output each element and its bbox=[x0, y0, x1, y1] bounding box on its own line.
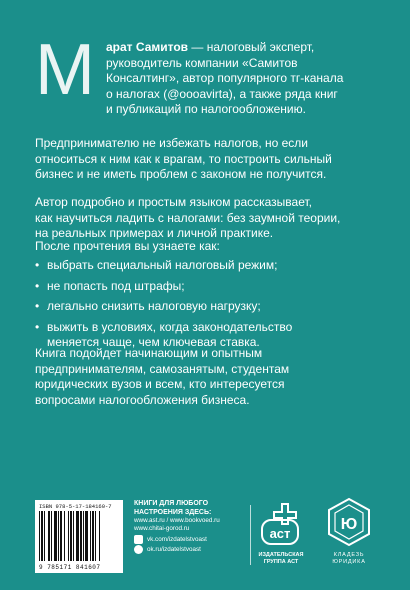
paragraph-line: относиться к ним как к врагам, то построить сильный bbox=[35, 151, 332, 166]
barcode-bar bbox=[54, 511, 57, 561]
ast-caption bbox=[253, 552, 309, 565]
promo-site[interactable]: www.chitai-gorod.ru bbox=[134, 525, 190, 532]
barcode-bar bbox=[92, 511, 94, 561]
ast-caption-line: ИЗДАТЕЛЬСКАЯ bbox=[258, 552, 304, 558]
barcode-bar bbox=[83, 511, 84, 561]
barcode-bar bbox=[76, 511, 79, 561]
author-dropcap: М bbox=[35, 30, 93, 110]
barcode-bar bbox=[70, 511, 72, 561]
paragraph-line: Автор подробно и простым языком рассказывает, bbox=[35, 195, 312, 209]
kladez-logo-icon bbox=[325, 496, 373, 548]
barcode-bar bbox=[51, 511, 52, 561]
barcode bbox=[35, 500, 123, 573]
paragraph-line: как научиться ладить с налогами: без заумной теории, bbox=[35, 210, 341, 225]
author-bio-line: Консалтинг», автор популярного тг-канала bbox=[106, 71, 344, 86]
barcode-bar bbox=[95, 511, 96, 561]
barcode-bar bbox=[85, 511, 88, 561]
barcode-bar bbox=[44, 511, 45, 561]
barcode-bar bbox=[68, 511, 69, 561]
paragraph-line: юридических вузов и всем, кто интересуется bbox=[35, 377, 285, 391]
list-intro: После прочтения вы узнаете как: bbox=[35, 239, 220, 253]
barcode-bar bbox=[99, 511, 100, 561]
author-name: арат Самитов bbox=[106, 40, 189, 54]
barcode-bar bbox=[48, 511, 50, 561]
barcode-bar bbox=[58, 511, 59, 561]
paragraph-line: Книга подойдет начинающим и опытным bbox=[35, 346, 263, 360]
author-bio-line: и публикаций по налогообложению. bbox=[106, 102, 306, 117]
barcode-bar bbox=[90, 511, 91, 561]
author-bio-line: — налоговый эксперт, bbox=[188, 40, 315, 54]
paragraph-line: на реальных примерах и личной практике. bbox=[35, 226, 274, 240]
promo-title bbox=[134, 500, 244, 517]
vk-link-text: vk.com/izdatelstvoast bbox=[147, 535, 207, 543]
intro-paragraph bbox=[35, 136, 380, 183]
promo-title-line: НАСТРОЕНИЯ ЗДЕСЬ: bbox=[134, 508, 212, 516]
ast-mark: аст bbox=[269, 526, 291, 541]
kladez-caption-line: ЮРИДИКА bbox=[332, 558, 366, 565]
promo-site[interactable]: www.ast.ru / www.bookvoed.ru bbox=[134, 517, 220, 524]
kladez-caption-line: КЛАДЕЗЬ bbox=[333, 552, 365, 558]
kladez-caption bbox=[318, 552, 380, 565]
logo-divider bbox=[250, 505, 251, 565]
barcode-bar bbox=[80, 511, 82, 561]
list-item-line: меняется чаще, чем ключевая ставка. bbox=[47, 335, 260, 349]
promo-title-line: КНИГИ ДЛЯ ЛЮБОГО bbox=[134, 500, 209, 507]
barcode-bar bbox=[64, 511, 65, 561]
paragraph-line: вопросами налогообложения бизнеса. bbox=[35, 392, 250, 407]
vk-icon bbox=[134, 535, 143, 544]
learning-list bbox=[35, 258, 380, 356]
barcode-number: 9 785171 841607 bbox=[39, 564, 101, 571]
barcode-bar bbox=[60, 511, 62, 561]
list-item: • легально снизить налоговую нагрузку; bbox=[35, 299, 380, 315]
description-paragraph bbox=[35, 195, 380, 242]
ast-logo-icon bbox=[258, 500, 302, 550]
author-bio bbox=[106, 40, 371, 118]
list-item: • выбрать специальный налоговый режим; bbox=[35, 258, 380, 274]
audience-paragraph bbox=[35, 346, 380, 408]
ok-link-text: ok.ru/izdatelstvoast bbox=[147, 545, 201, 553]
ast-caption-line: ГРУППА АСТ bbox=[263, 558, 299, 565]
barcode-bars bbox=[39, 511, 119, 561]
ok-link[interactable] bbox=[134, 545, 244, 554]
ok-icon bbox=[134, 545, 143, 554]
isbn-text: ISBN 978-5-17-184160-7 bbox=[39, 503, 112, 510]
paragraph-line: бизнес и не иметь проблем с законом не получится. bbox=[35, 167, 327, 181]
promo-block bbox=[134, 500, 244, 554]
barcode-bar bbox=[39, 511, 40, 561]
barcode-bar bbox=[41, 511, 43, 561]
author-bio-line: о налогах (@oooavirta), а также ряда книг bbox=[106, 86, 338, 101]
author-bio-line: руководитель компании «Самитов bbox=[106, 55, 298, 70]
barcode-bar bbox=[73, 511, 74, 561]
paragraph-line: Предпринимателю не избежать налогов, но если bbox=[35, 136, 309, 150]
vk-link[interactable] bbox=[134, 535, 244, 544]
list-item: • не попасть под штрафы; bbox=[35, 279, 380, 295]
list-item-line: выжить в условиях, когда законодательство bbox=[47, 319, 293, 334]
paragraph-line: предпринимателям, самозанятым, студентам bbox=[35, 361, 290, 376]
kladez-mark: Ю bbox=[340, 516, 358, 533]
